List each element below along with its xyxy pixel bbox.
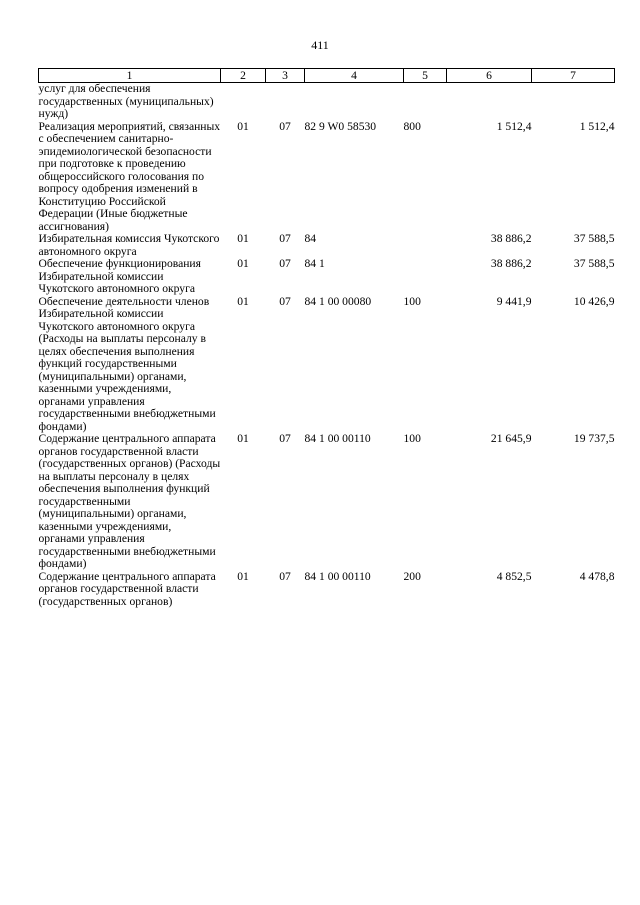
row-name: Избирательная комиссия Чукотского автономного округа bbox=[38, 232, 220, 258]
row-value-col-6 bbox=[447, 83, 532, 121]
row-value-col-6: 4 852,5 bbox=[496, 569, 532, 583]
row-value-col-6: 38 886,2 bbox=[490, 232, 532, 245]
row-target-article: 82 9 W0 58530 bbox=[304, 119, 377, 133]
row-value-col-7: 10 426,9 bbox=[573, 294, 615, 308]
row-value-col-7: 37 588,5 bbox=[573, 257, 615, 270]
row-name: Обеспечение функционирования Избирательной комиссии Чукотского автономного округа bbox=[38, 257, 201, 295]
row-expense-type: 100 bbox=[403, 432, 421, 445]
row-section: 01 bbox=[237, 569, 249, 583]
row-target-article: 84 1 00 00110 bbox=[304, 569, 371, 583]
row-subsection: 07 bbox=[279, 257, 291, 270]
row-target-article: 84 1 bbox=[304, 257, 325, 270]
row-section: 01 bbox=[237, 294, 249, 308]
row-value-col-6: 21 645,9 bbox=[490, 432, 532, 445]
header-col-4: 4 bbox=[305, 69, 404, 83]
row-subsection: 07 bbox=[279, 294, 291, 308]
page-number: 411 bbox=[311, 38, 329, 52]
table-row bbox=[39, 296, 615, 434]
table-row bbox=[39, 433, 615, 571]
row-target-article: 84 1 00 00080 bbox=[304, 294, 372, 308]
row-name: Обеспечение деятельности членов Избирательной комиссии Чукотского автономного округа (Расходы на выплаты персоналу в целях обеспечения выполнения функций государственными (муниципальными) органами, казенными учреждениями, органами управления государственными внебюджетными фондами) bbox=[38, 294, 216, 433]
row-expense-type bbox=[404, 83, 447, 121]
row-section bbox=[221, 83, 266, 121]
table-row bbox=[39, 571, 615, 609]
row-expense-type: 800 bbox=[403, 119, 421, 133]
row-name: Реализация мероприятий, связанных с обеспечением санитарно-эпидемиологической безопасности при подготовке к проведению общероссийского голосования по вопросу одобрения изменений в Конституцию Российской Федерации (Иные бюджетные ассигнования) bbox=[38, 119, 221, 233]
row-value-col-7: 37 588,5 bbox=[573, 232, 615, 245]
row-subsection: 07 bbox=[279, 232, 291, 245]
table-row bbox=[39, 233, 615, 258]
row-name: Содержание центрального аппарата органов государственной власти (государственных органов) (Расходы на выплаты персоналу в целях обеспечения выполнения функций государственными (муниципальными) органами, казенными учреждениями, органами управления государственными внебюджетными фондами) bbox=[38, 432, 221, 570]
row-expense-type: 200 bbox=[403, 569, 421, 583]
table-row bbox=[39, 258, 615, 296]
header-col-5: 5 bbox=[404, 69, 447, 83]
row-section: 01 bbox=[237, 432, 249, 445]
row-value-col-7: 4 478,8 bbox=[579, 569, 615, 583]
budget-table bbox=[38, 68, 615, 608]
row-target-article: 84 1 00 00110 bbox=[304, 432, 371, 445]
row-section: 01 bbox=[237, 232, 249, 245]
row-subsection: 07 bbox=[279, 432, 291, 445]
header-col-6: 6 bbox=[447, 69, 532, 83]
row-value-col-6: 38 886,2 bbox=[490, 257, 532, 270]
row-subsection: 07 bbox=[279, 119, 291, 133]
row-name: Содержание центрального аппарата органов государственной власти (государственных органов) bbox=[38, 569, 216, 608]
row-value-col-7: 1 512,4 bbox=[579, 119, 615, 133]
row-value-col-7 bbox=[532, 83, 615, 121]
row-target-article: 84 bbox=[304, 232, 317, 245]
row-value-col-6: 1 512,4 bbox=[496, 119, 532, 133]
row-expense-type bbox=[404, 258, 447, 296]
row-section: 01 bbox=[237, 119, 249, 133]
header-col-2: 2 bbox=[221, 69, 266, 83]
table-row bbox=[39, 83, 615, 121]
table-row bbox=[39, 121, 615, 234]
header-col-1: 1 bbox=[39, 69, 221, 83]
row-name: услуг для обеспечения государственных (муниципальных) нужд) bbox=[38, 82, 214, 120]
row-target-article bbox=[305, 83, 404, 121]
row-value-col-7: 19 737,5 bbox=[573, 432, 615, 445]
header-row bbox=[39, 69, 615, 83]
row-section: 01 bbox=[237, 257, 249, 270]
row-expense-type bbox=[404, 233, 447, 258]
row-expense-type: 100 bbox=[403, 294, 421, 308]
row-value-col-6: 9 441,9 bbox=[496, 294, 532, 308]
row-subsection bbox=[266, 83, 305, 121]
row-subsection: 07 bbox=[279, 569, 291, 583]
header-col-3: 3 bbox=[266, 69, 305, 83]
header-col-7: 7 bbox=[532, 69, 615, 83]
